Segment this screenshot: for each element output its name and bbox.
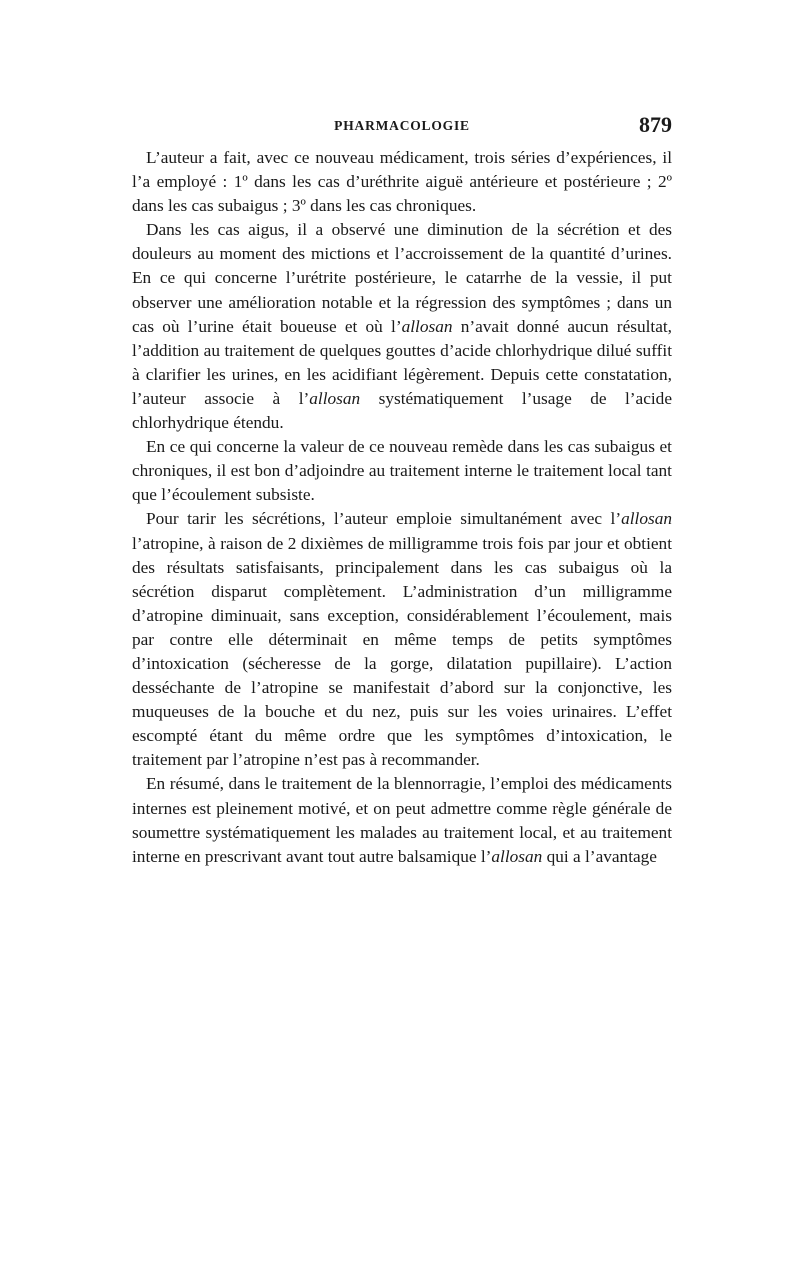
drug-name: allosan [621, 509, 672, 529]
drug-name: allosan [401, 316, 453, 336]
running-head [132, 112, 672, 142]
page [132, 112, 672, 869]
drug-name: allosan [309, 388, 361, 408]
paragraph-4: Pour tarir les sécrétions, l’auteur emploie simultanément avec l’allosan l’atropine, à raison de 2 dixièmes de milligramme trois fois par jour et obtient des résultats satisfaisants, principalement dans les cas subaigus où la sécrétion disparut complètement. L’administration d’un milligramme d’atropine diminuait, sans exception, considérablement l’écoulement, mais par contre elle déterminait en même temps de petits symptômes d’intoxication (sécheresse de la gorge, dilatation pupillaire). L’action desséchante de l’atropine se manifestait d’abord sur la conjonctive, les muqueuses de la bouche et du nez, puis sur les voies urinaires. L’effet escompté étant du même ordre que les symptômes d’intoxication, le traitement par l’atropine n’est pas à recommander. [132, 509, 672, 770]
drug-name: allosan [491, 846, 543, 866]
paragraph-5: En résumé, dans le traitement de la blennorragie, l’emploi des médicaments internes est pleinement motivé, et on peut admettre comme règle générale de soumettre systématiquement les malades au traitement local, et au traitement interne en prescrivant avant tout autre balsamique l’allosan qui a l’avantage [132, 774, 672, 866]
paragraph-3: En ce qui concerne la valeur de ce nouveau remède dans les cas subaigus et chroniques, il est bon d’adjoindre au traitement interne le traitement local tant que l’écoulement subsiste. [132, 437, 672, 505]
running-title: PHARMACOLOGIE [334, 118, 470, 133]
page-number: 879 [639, 112, 672, 137]
paragraph-2: Dans les cas aigus, il a observé une diminution de la sécrétion et des douleurs au moment des mictions et l’accroissement de la quantité d’urines. En ce qui concerne l’urétrite postérieure, le catarrhe de la vessie, il put observer une amélioration notable et la régression des symptômes ; dans un cas où l’urine était boueuse et où l’allosan n’avait donné aucun résultat, l’addition au traitement de quelques gouttes d’acide chlorhydrique dilué suffit à clarifier les urines, en les acidifiant légèrement. Depuis cette constatation, l’auteur associe à l’allosan systématiquement l’usage de l’acide chlorhydrique étendu. [132, 220, 672, 433]
paragraph-1: L’auteur a fait, avec ce nouveau médicament, trois séries d’expériences, il l’a employé : 1º dans les cas d’uréthrite aiguë antérieure et postérieure ; 2º dans les cas subaigus ; 3º dans les cas chroniques. [132, 148, 672, 216]
body-text [132, 146, 672, 869]
